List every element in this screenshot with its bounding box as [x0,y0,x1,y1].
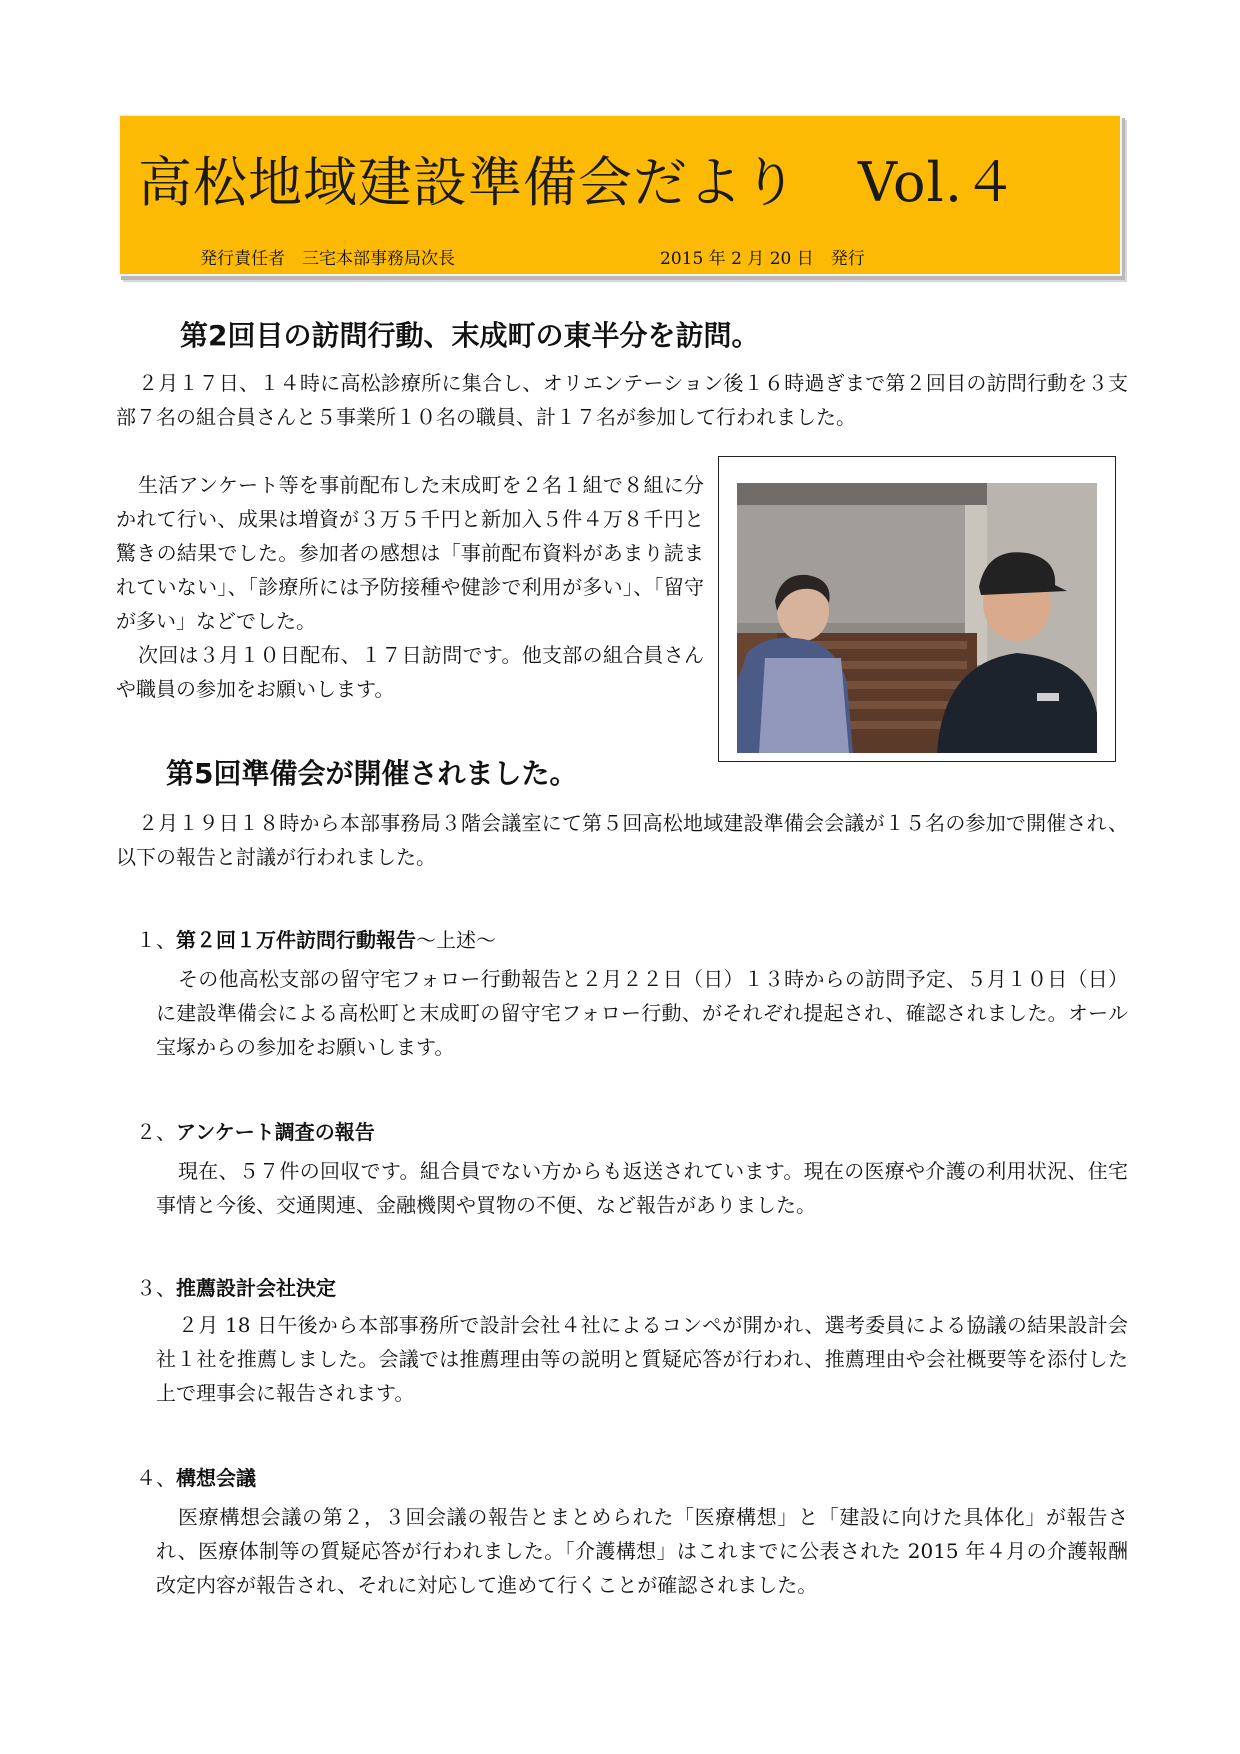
section1-heading: 第2回目の訪問行動、末成町の東半分を訪問。 [180,319,760,352]
newsletter-title [138,150,1018,216]
item-title: 推薦設計会社決定 [176,1276,336,1300]
item-title: 第２回１万件訪問行動報告 [176,928,416,952]
item-title: アンケート調査の報告 [176,1120,375,1144]
item-number: ３、 [136,1276,176,1300]
item-number: ４、 [136,1466,176,1490]
section1-para1: ２月１７日、１４時に高松診療所に集合し、オリエンテーション後１６時過ぎまで第２回目の訪問行動を３支部７名の組合員さんと５事業所１０名の職員、計１７名が参加して行われました。 [116,371,1128,429]
section2-intro: ２月１９日１８時から本部事務局３階会議室にて第５回高松地域建設準備会会議が１５名の参加で開催され、以下の報告と討議が行われました。 [116,811,1128,869]
item-heading [136,924,496,953]
section1-para3: 次回は３月１０日配布、１７日訪問です。他支部の組合員さんや職員の参加をお願いします。 [116,643,704,701]
title-text: 高松地域建設準備会だより [138,151,798,214]
item-body: その他高松支部の留守宅フォロー行動報告と２月２２日（日）１３時からの訪問予定、５月１０日（日）に建設準備会による高松町と末成町の留守宅フォロー行動、がそれぞれ提起され、確認されました。オール宝塚からの参加をお願いします。 [156,967,1128,1059]
item-heading [136,1116,375,1145]
publish-date: 2015 年 2 月 20 日 発行 [660,249,865,269]
section2-heading: 第5回準備会が開催されました。 [166,757,578,790]
item-heading [136,1462,256,1491]
item-body: ２月 18 日午後から本部事務所で設計会社４社によるコンペが開かれ、選考委員による協議の結果設計会社１社を推薦しました。会議では推薦理由等の説明と質疑応答が行われ、推薦理由や会社概要等を添付した上で理事会に報告されます。 [156,1313,1128,1405]
item-body: 現在、５７件の回収です。組合員でない方からも返送されています。現在の医療や介護の利用状況、住宅事情と今後、交通関連、金融機関や買物の不便、など報告がありました。 [156,1159,1128,1217]
item-heading [136,1272,336,1301]
item-suffix: ～上述～ [416,928,496,952]
section1-para2: 生活アンケート等を事前配布した末成町を２名１組で８組に分かれて行い、成果は増資が３万５千円と新加入５件４万８千円と驚きの結果でした。参加者の感想は「事前配布資料があまり読まれていない」、「診療所には予防接種や健診で利用が多い」、「留守が多い」などでした。 [116,473,704,633]
item-title: 構想会議 [176,1466,256,1490]
photo-frame [718,456,1116,762]
newsletter-banner [118,114,1122,276]
publisher-line: 発行責任者 三宅本部事務局次長 [200,249,455,269]
item-number: ２、 [136,1120,176,1144]
visit-photo [737,483,1097,753]
item-body: 医療構想会議の第２，３回会議の報告とまとめられた「医療構想」と「建設に向けた具体化」が報告され、医療体制等の質疑応答が行われました。「介護構想」はこれまでに公表された 2015 年４月の介護報酬改定内容が報告され、それに対応して進めて行くことが確認されました。 [156,1505,1128,1597]
item-number: １、 [136,928,176,952]
volume-number: Vol.４ [858,151,1018,214]
